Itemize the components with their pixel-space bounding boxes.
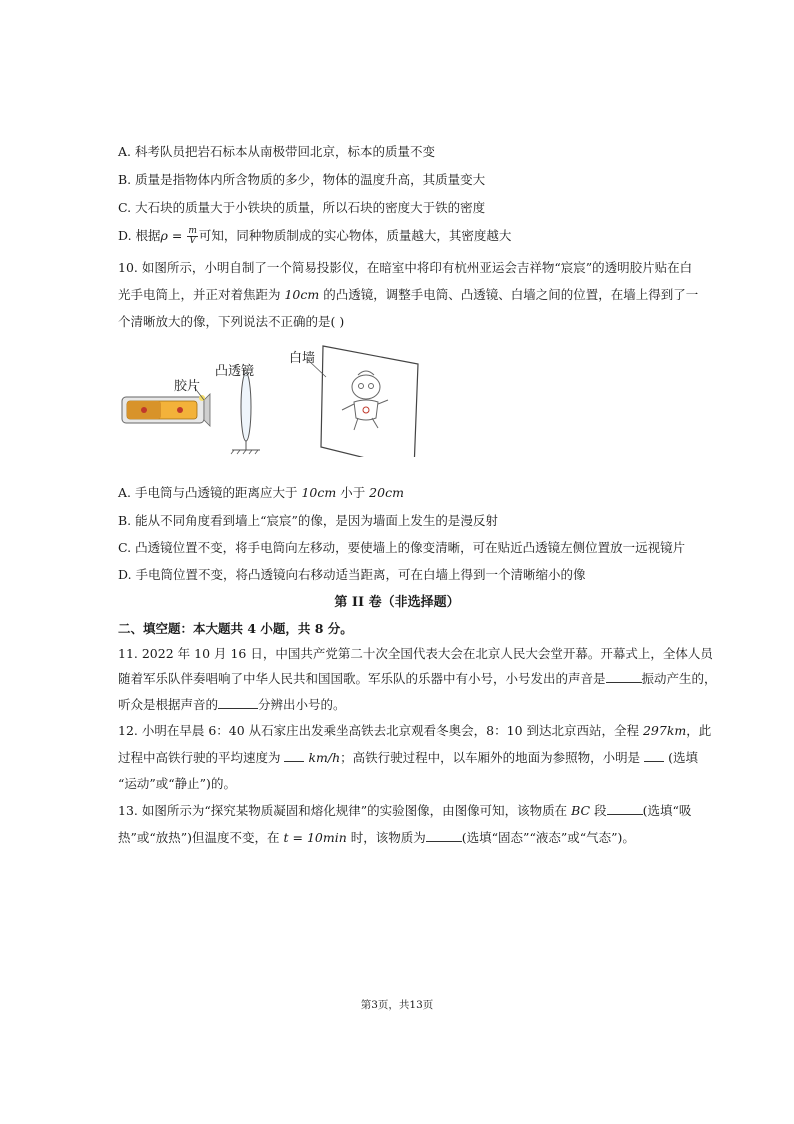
section-heading: 二、填空题：本大题共 4 小题，共 8 分。 <box>118 621 353 636</box>
answer-blank[interactable] <box>607 802 643 815</box>
q12-line2: 过程中高铁行驶的平均速度为 km/h；高铁行驶过程中，以车厢外的地面为参照物，小明是 (选填 <box>118 750 699 765</box>
q9-option-d: D. 根据ρ = $\frac{m}{V}$ 可知，同种物质制成的实心物体，质量越大，其密度越大 <box>118 226 512 246</box>
lens-label: 凸透镜 <box>215 364 255 379</box>
answer-blank[interactable] <box>426 829 462 842</box>
q9-option-a: A. 科考队员把岩石标本从南极带回北京，标本的质量不变 <box>118 144 435 159</box>
answer-blank[interactable] <box>284 749 304 762</box>
q13-line1: 13. 如图所示为“探究某物质凝固和熔化规律”的实验图像，由图像可知，该物质在 BC 段 (选填“吸 <box>118 803 692 818</box>
q11-line2: 随着军乐队伴奏唱响了中华人民共和国国歌。军乐队的乐器中有小号，小号发出的声音是 振动产生的， <box>118 671 717 686</box>
projector-illustration <box>118 342 428 457</box>
q10-stem-line1: 10. 如图所示，小明自制了一个简易投影仪，在暗室中将印有杭州亚运会吉祥物“宸宸”的透明胶片贴在白 <box>118 260 693 275</box>
q13-line2: 热”或“放热”)但温度不变，在 t = 10min 时，该物质为 (选填“固态”“液态”或“气态”)。 <box>118 830 635 845</box>
q9-option-c: C. 大石块的质量大于小铁块的质量，所以石块的密度大于铁的密度 <box>118 200 486 215</box>
q10-stem-line3: 个清晰放大的像，下列说法不正确的是( ) <box>118 314 345 329</box>
projector-figure <box>118 342 428 457</box>
q11-line1: 11. 2022 年 10 月 16 日，中国共产党第二十次全国代表大会在北京人民大会堂开幕。开幕式上，全体人员 <box>118 646 713 661</box>
q10-option-d: D. 手电筒位置不变，将凸透镜向右移动适当距离，可在白墙上得到一个清晰缩小的像 <box>118 567 586 582</box>
q10-option-b: B. 能从不同角度看到墙上“宸宸”的像，是因为墙面上发生的是漫反射 <box>118 513 498 528</box>
q10-option-c: C. 凸透镜位置不变，将手电筒向左移动，要使墙上的像变清晰，可在贴近凸透镜左侧位置放一远视镜片 <box>118 540 686 555</box>
q12-line1: 12. 小明在早晨 6：40 从石家庄出发乘坐高铁去北京观看冬奥会，8：10 到达北京西站，全程 297km，此 <box>118 723 712 738</box>
q11-line3: 听众是根据声音的 分辨出小号的。 <box>118 697 346 712</box>
wall-label: 白墙 <box>289 351 316 366</box>
film-label: 胶片 <box>174 379 201 394</box>
section-title: 第 II 卷（非选择题） <box>334 595 460 610</box>
page-footer: 第3页，共13页 <box>360 999 434 1011</box>
q10-option-a: A. 手电筒与凸透镜的距离应大于 10cm 小于 20cm <box>118 485 404 500</box>
answer-blank[interactable] <box>218 696 258 709</box>
q12-line3: “运动”或“静止”)的。 <box>118 776 236 791</box>
answer-blank[interactable] <box>644 749 664 762</box>
q10-stem-line2: 光手电筒上，并正对着焦距为 10cm 的凸透镜，调整手电筒、凸透镜、白墙之间的位置，在墙上得到了一 <box>118 287 699 302</box>
answer-blank[interactable] <box>606 670 642 683</box>
fraction-m-over-v: $\frac{m}{V}$ <box>188 226 197 246</box>
q9-option-b: B. 质量是指物体内所含物质的多少，物体的温度升高，其质量变大 <box>118 172 486 187</box>
